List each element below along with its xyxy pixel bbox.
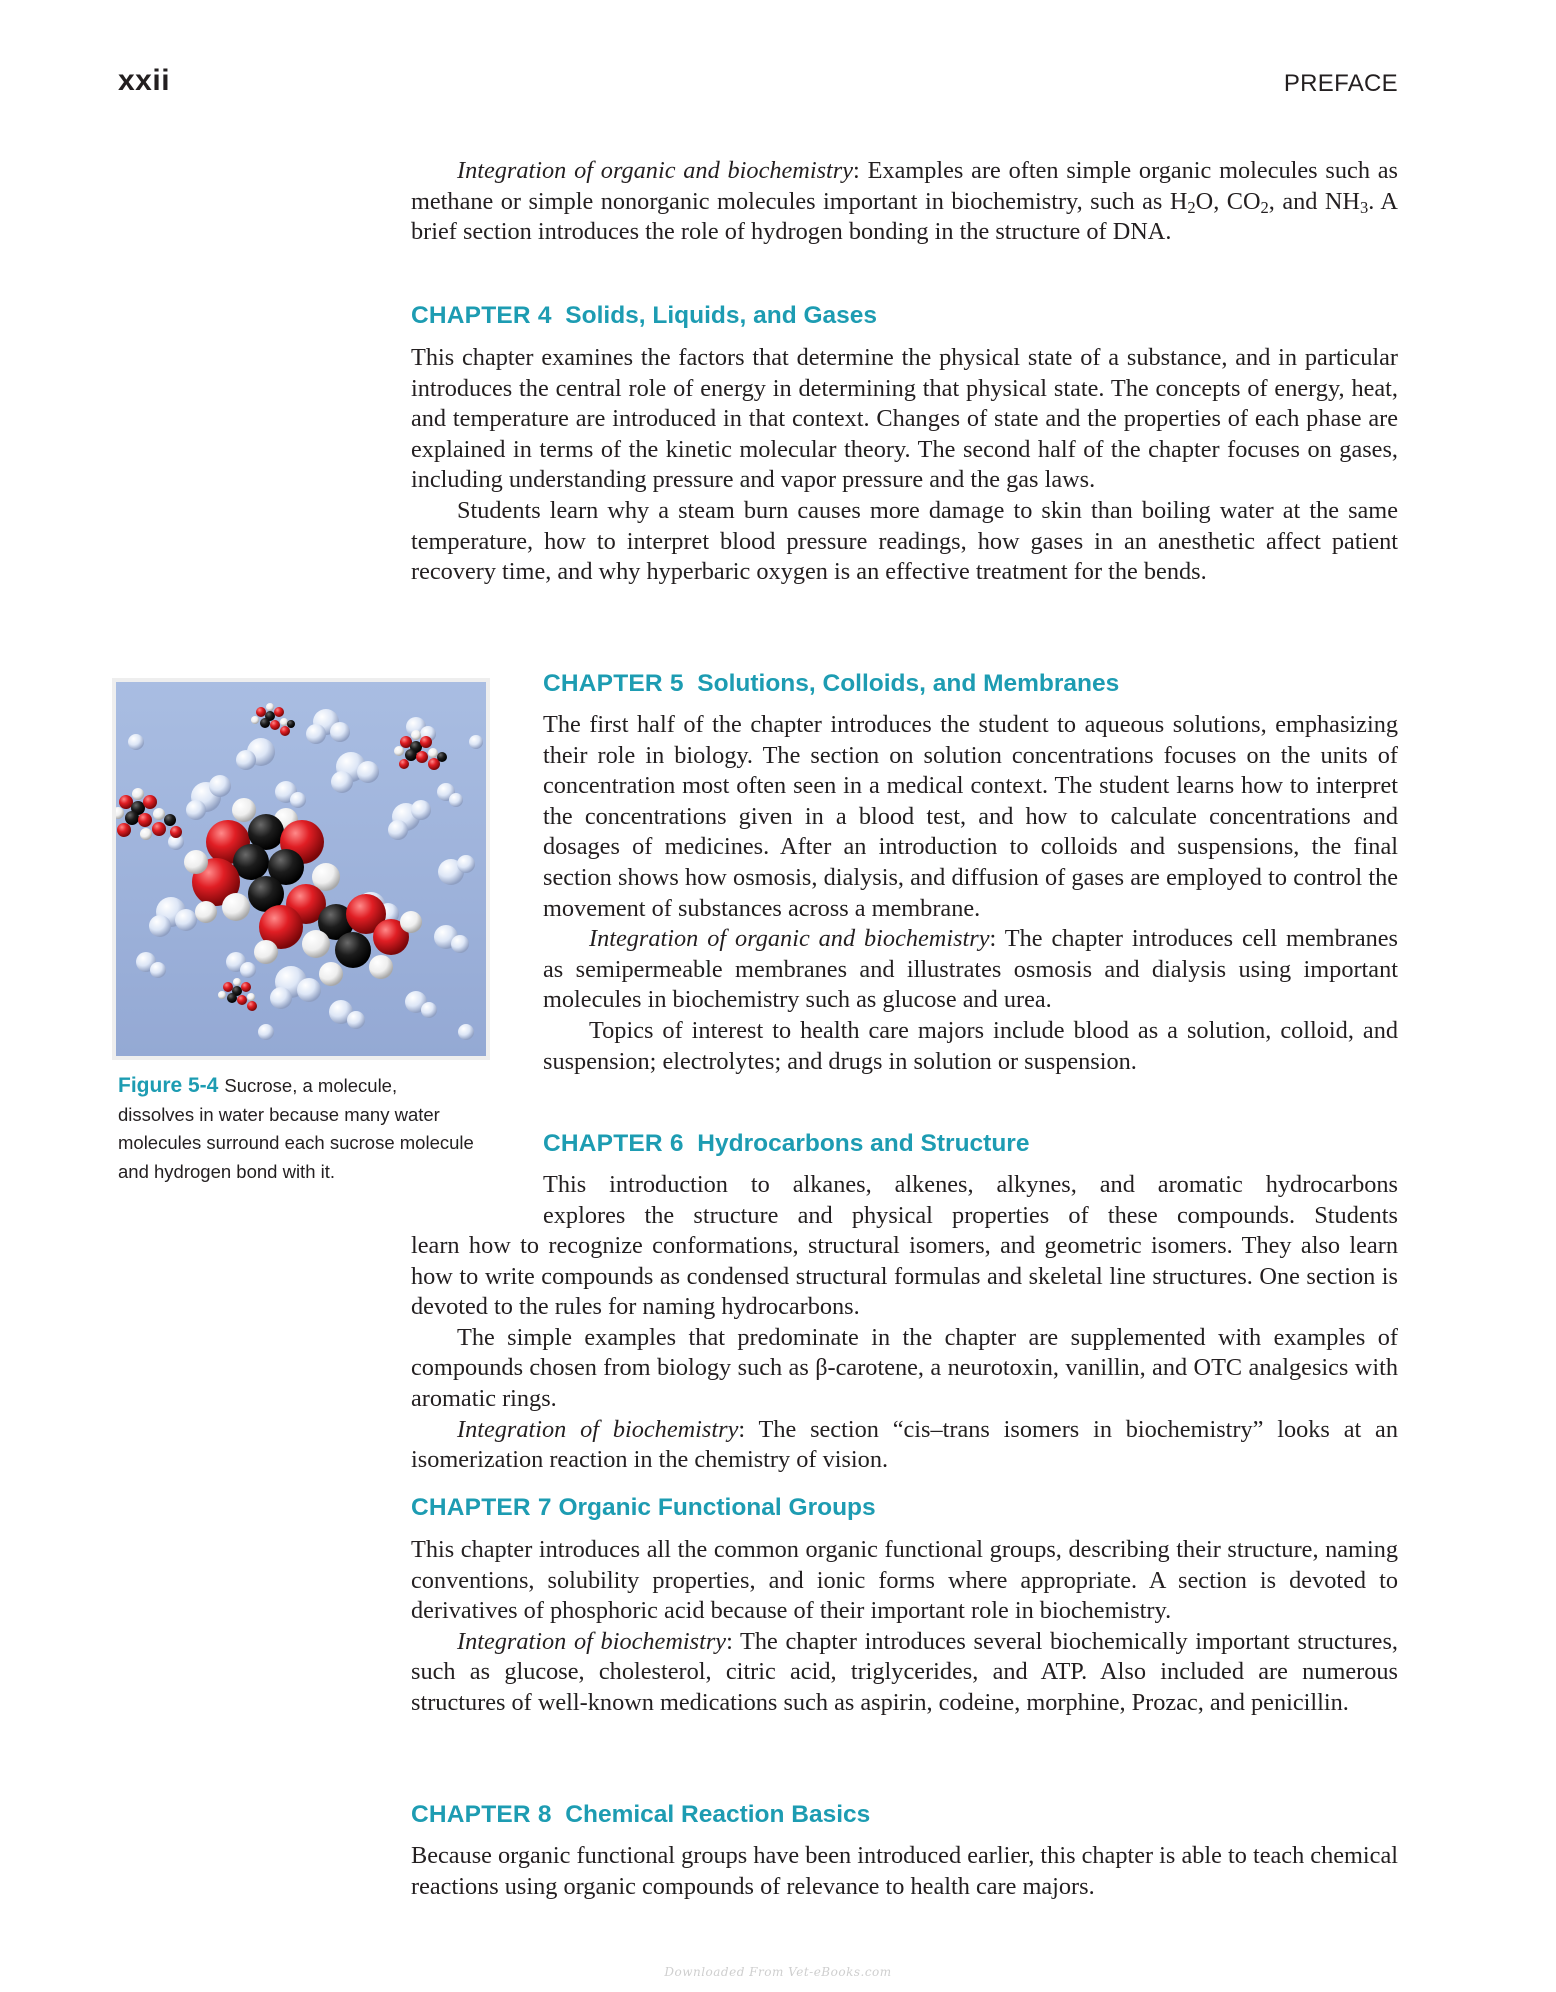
chapter-4-paragraph-1: This chapter examines the factors that determine the physical state of a substance, and in particular introduces the central role of energy in determining that physical state. The concepts of energy, heat, and temperature are introduced in that context. Changes of state and the properties of each phase are explained in terms of the kinetic molecular theory. The second half of the chapter focuses on gases, including understanding pressure and vapor pressure and the gas laws. bbox=[411, 344, 1398, 494]
figure-caption bbox=[118, 1072, 478, 1186]
chapter-8-paragraph-1: Because organic functional groups have been introduced earlier, this chapter is able to teach chemical reactions using organic compounds of relevance to health care majors. bbox=[411, 1842, 1398, 1900]
figure-sucrose-image bbox=[112, 678, 490, 1060]
chapter-6-intro-lines bbox=[543, 1170, 1398, 1231]
chapter-6-paragraph-3: Integration of biochemistry: The section “cis–trans isomers in biochemistry” looks at an isomerization reaction in the chemistry of vision. bbox=[411, 1415, 1398, 1474]
intro-italic-lead: Integration of organic and biochemistry bbox=[457, 157, 854, 184]
chapter-6-heading: CHAPTER 6 Hydrocarbons and Structure bbox=[543, 1130, 1030, 1157]
intro-section bbox=[411, 156, 1398, 248]
chapter-4-paragraph-2: Students learn why a steam burn causes more damage to skin than boiling water at the same temperature, how to interpret blood pressure readings, how gases in an anesthetic affect patient recovery time, and why hyperbaric oxygen is an effective treatment for the bends. bbox=[411, 496, 1398, 586]
download-watermark: Downloaded From Vet-eBooks.com bbox=[664, 1965, 892, 1979]
chapter-5-paragraph-1: The first half of the chapter introduces the student to aqueous solutions, emphasizing their role in biology. The section on solution concentrations focuses on the units of concentration most often seen in a medical context. The student learns how to interpret the concentrations given in a blood test, and how to calculate concentrations and dosages of medicines. After an introduction to colloids and suspensions, the final section shows how osmosis, dialysis, and diffusion of gases are employed to control the movement of substances across a membrane. bbox=[543, 711, 1398, 922]
formula-h2o: $H_2O$, $CO_2$, and $NH_3$ bbox=[1169, 187, 1369, 217]
figure-caption-text: Sucrose, a molecule, dissolves in water because many water molecules surround each sucrose molecule and hydrogen bond with it. bbox=[118, 1075, 474, 1182]
page-number: xxii bbox=[118, 64, 171, 97]
chapter-6-paragraph-2: The simple examples that predominate in the chapter are supplemented with examples of compounds chosen from biology such as β-carotene, a neurotoxin, vanillin, and OTC analgesics with aromatic rings. bbox=[411, 1323, 1398, 1412]
chapter-5-paragraph-2: Integration of organic and biochemistry: The chapter introduces cell membranes as semipermeable membranes and illustrates osmosis and dialysis using important molecules in biochemistry such as glucose and urea. bbox=[543, 925, 1398, 1014]
chapter-7-body bbox=[411, 1535, 1398, 1719]
chapter-6-paragraph-1-rest: learn how to recognize conformations, structural isomers, and geometric isomers. They also learn how to write compounds as condensed structural formulas and skeletal line structures. One section is devoted to the rules for naming hydrocarbons. bbox=[411, 1232, 1398, 1321]
chapter-5-body bbox=[543, 710, 1398, 1077]
chapter-8-body bbox=[411, 1841, 1398, 1902]
figure-label: Figure 5-4 bbox=[118, 1074, 219, 1097]
chapter-4-body bbox=[411, 343, 1398, 588]
chapter-7-paragraph-2: Integration of biochemistry: The chapter introduces several biochemically important structures, such as glucose, cholesterol, citric acid, triglycerides, and ATP. Also included are numerous structures of well-known medications such as aspirin, codeine, morphine, Prozac, and penicillin. bbox=[411, 1627, 1398, 1716]
chapter-6-line-2: explores the structure and physical properties of these compounds. Students bbox=[543, 1201, 1398, 1229]
chapter-7-heading: CHAPTER 7 Organic Functional Groups bbox=[411, 1494, 876, 1521]
chapter-5-paragraph-3: Topics of interest to health care majors include blood as a solution, colloid, and suspension; electrolytes; and drugs in solution or suspension. bbox=[543, 1016, 1398, 1075]
intro-paragraph: Integration of organic and biochemistry: Examples are often simple organic molecules such as methane or simple nonorganic molecules important in biochemistry, such as $H_2O$, $CO_2$, and $NH_3$. A brief section introduces the role of hydrogen bonding in the structure of DNA. bbox=[411, 157, 1398, 246]
sucrose-molecule-illustration bbox=[116, 682, 486, 1056]
chapter-6-line-1: This introduction to alkanes, alkenes, alkynes, and aromatic hydrocarbons bbox=[543, 1171, 1398, 1198]
chapter-4-heading: CHAPTER 4 Solids, Liquids, and Gases bbox=[411, 302, 878, 329]
chapter-5-heading: CHAPTER 5 Solutions, Colloids, and Membranes bbox=[543, 670, 1120, 697]
running-head: PREFACE bbox=[1283, 70, 1398, 97]
chapter-8-heading: CHAPTER 8 Chemical Reaction Basics bbox=[411, 1801, 871, 1828]
chapter-6-body bbox=[411, 1231, 1398, 1476]
chapter-7-paragraph-1: This chapter introduces all the common organic functional groups, describing their structure, naming conventions, solubility properties, and ionic forms where appropriate. A section is devoted to derivatives of phosphoric acid because of their important role in biochemistry. bbox=[411, 1536, 1398, 1625]
